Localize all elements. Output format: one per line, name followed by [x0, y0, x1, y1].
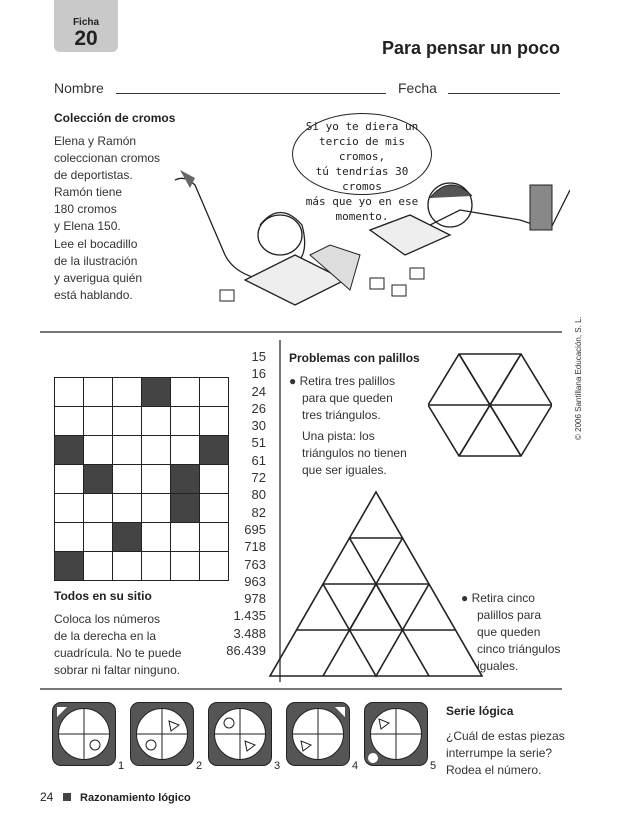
text-line: Una pista: los — [302, 429, 375, 443]
series-heading: Serie lógica — [446, 704, 514, 718]
bubble-line: tercio de mis cromos, — [318, 135, 406, 163]
grid-heading: Todos en su sitio — [54, 589, 152, 603]
list-number: 80 — [251, 487, 266, 503]
piece-number: 2 — [196, 760, 203, 772]
bubble-line: momento. — [335, 210, 389, 223]
text-line: cinco triángulos — [477, 642, 561, 656]
text-line: tres triángulos. — [302, 408, 381, 422]
worksheet-tab — [54, 0, 118, 52]
text-line: para que queden — [302, 391, 393, 405]
list-number: 3.488 — [233, 625, 266, 641]
list-number: 26 — [251, 400, 266, 416]
list-number: 763 — [244, 556, 266, 572]
text-line: coleccionan cromos — [54, 151, 161, 165]
sticks-task1 — [289, 373, 395, 424]
text-line: iguales. — [477, 659, 519, 673]
bubble-line: Si yo te diera un — [305, 120, 419, 133]
series-piece-2[interactable] — [130, 702, 194, 766]
series-piece-1[interactable] — [52, 702, 116, 766]
series-piece-5[interactable] — [364, 702, 428, 766]
number-list — [226, 348, 266, 659]
list-number: 82 — [251, 504, 266, 520]
page-number: 24 — [40, 790, 54, 804]
page-title: Para pensar un poco — [381, 38, 560, 58]
name-field-line[interactable] — [116, 92, 386, 94]
piece-symbols — [209, 703, 271, 765]
date-label: Fecha — [398, 80, 437, 96]
text-line: que ser iguales. — [302, 463, 387, 477]
text-line: triángulos no tienen — [302, 446, 407, 460]
grid-instructions — [54, 611, 181, 679]
piece-symbols — [365, 703, 427, 765]
list-number: 51 — [251, 435, 266, 451]
text-line: de la ilustración — [54, 254, 138, 268]
text-line: de deportistas. — [54, 168, 133, 182]
text-line: cuadrícula. No te puede — [54, 646, 182, 660]
list-number: 30 — [251, 418, 266, 434]
piece-symbols — [287, 703, 349, 765]
text-line: Rodea el número. — [446, 763, 542, 777]
list-number: 24 — [251, 383, 266, 399]
cards-text — [54, 133, 160, 235]
text-line: que queden — [477, 625, 541, 639]
sticks-task2 — [461, 590, 560, 675]
piece-symbols — [131, 703, 193, 765]
text-line: está hablando. — [54, 288, 133, 302]
bubble-line: más que yo en ese — [305, 195, 419, 208]
section-divider — [40, 688, 562, 690]
text-line: interrumpe la serie? — [446, 746, 553, 760]
section-divider — [40, 331, 562, 333]
list-number: 61 — [251, 452, 266, 468]
series-piece-4[interactable] — [286, 702, 350, 766]
copyright-notice: © 2006 Santillana Educación, S. L. — [574, 316, 583, 440]
text-line: sobrar ni faltar ninguno. — [54, 663, 181, 677]
footer-section: Razonamiento lógico — [80, 792, 191, 804]
text-line: ¿Cuál de estas piezas — [446, 729, 565, 743]
text-line: palillos para — [477, 608, 542, 622]
children-illustration — [160, 160, 570, 310]
text-line: Coloca los números — [54, 612, 161, 626]
list-number: 695 — [244, 521, 266, 537]
list-number: 72 — [251, 470, 266, 486]
list-number: 15 — [251, 349, 266, 364]
series-instructions — [446, 728, 565, 779]
piece-symbols — [53, 703, 115, 765]
sticks-heading: Problemas con palillos — [289, 351, 420, 365]
sticks-hint — [302, 428, 407, 479]
text-line: de la derecha en la — [54, 629, 157, 643]
date-field-line[interactable] — [448, 92, 560, 94]
tab-label: Ficha — [72, 17, 100, 28]
text-line: Elena y Ramón — [54, 134, 137, 148]
name-label: Nombre — [54, 80, 104, 96]
bubble-line: tú tendrías 30 cromos — [315, 165, 409, 193]
list-number: 963 — [244, 573, 266, 589]
piece-number: 5 — [430, 760, 437, 772]
number-grid[interactable] — [54, 377, 229, 581]
triangle-matchsticks[interactable] — [268, 490, 484, 680]
piece-number: 3 — [274, 760, 281, 772]
bullet-line: ● Retira tres palillos — [289, 374, 395, 388]
tab-number: 20 — [74, 27, 98, 50]
text-line: Ramón tiene — [54, 185, 123, 199]
page-footer — [40, 790, 191, 804]
list-number: 978 — [244, 591, 266, 607]
text-line: Lee el bocadillo — [54, 237, 138, 251]
cards-heading: Colección de cromos — [54, 111, 176, 125]
text-line: y Elena 150. — [54, 219, 121, 233]
square-bullet-icon — [63, 793, 71, 801]
list-number: 86.439 — [226, 643, 266, 659]
list-number: 718 — [244, 539, 266, 555]
list-number: 1.435 — [233, 608, 266, 624]
hexagon-matchsticks[interactable] — [428, 352, 552, 458]
bullet-line: ● Retira cinco — [461, 591, 535, 605]
text-line: y averigua quién — [54, 271, 143, 285]
piece-number: 1 — [118, 760, 125, 772]
list-number: 16 — [251, 366, 266, 382]
piece-number: 4 — [352, 760, 359, 772]
text-line: 180 cromos — [54, 202, 117, 216]
cards-question — [54, 236, 142, 304]
series-piece-3[interactable] — [208, 702, 272, 766]
